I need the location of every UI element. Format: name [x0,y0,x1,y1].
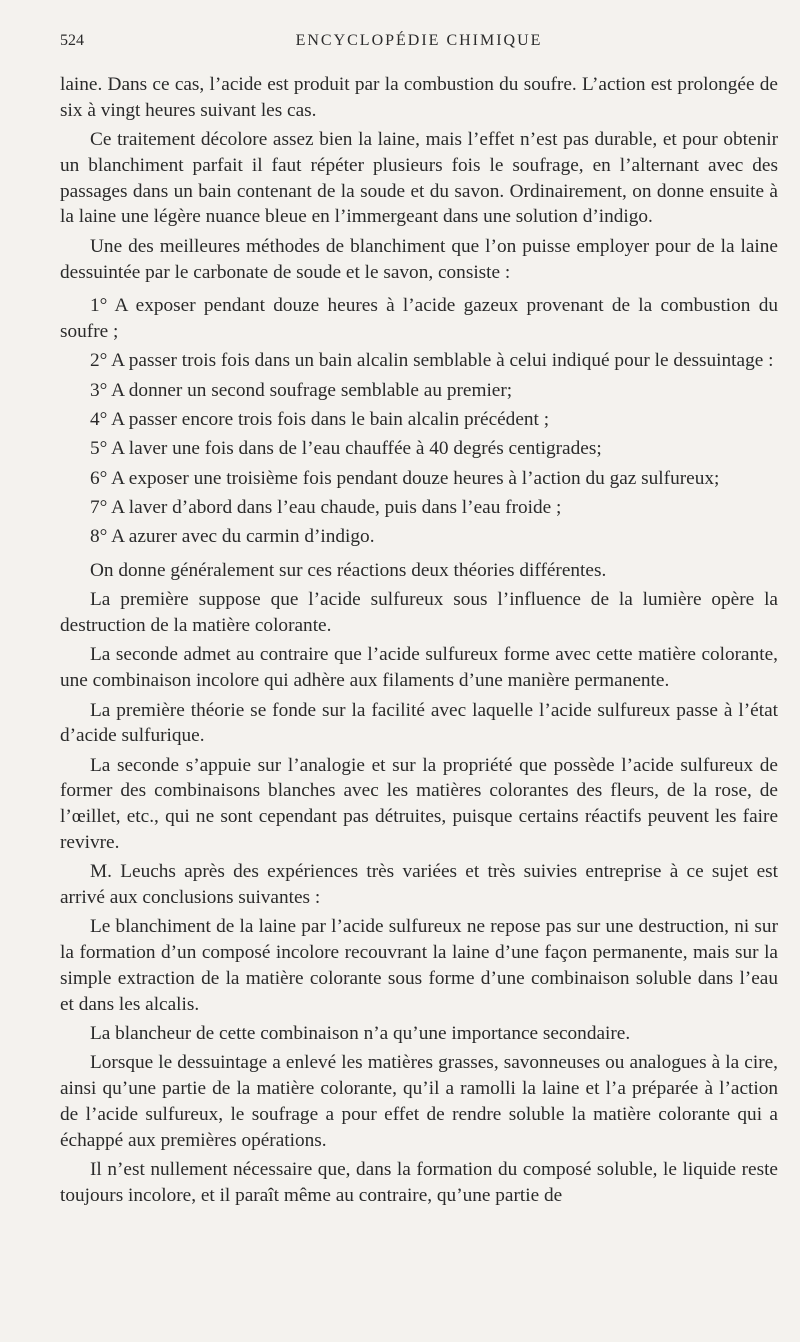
paragraph: La seconde s’appuie sur l’analogie et sur la propriété que possède l’acide sulfureux de former des combinaisons blanches avec les matières colorantes des fleurs, de la rose, de l’œillet, etc., qui ne sont cependant pas détruites, puisque certains réactifs peuvent les faire revivre. [60,754,778,854]
list-item: 8° A azurer avec du carmin d’indigo. [90,526,375,548]
paragraph: Il n’est nullement nécessaire que, dans la formation du composé soluble, le liquide reste toujours incolore, et il paraît même au contraire, qu’une partie de [60,1159,778,1206]
list-item: 7° A laver d’abord dans l’eau chaude, puis dans l’eau froide ; [90,496,562,518]
list-item: 4° A passer encore trois fois dans le bain alcalin précédent ; [90,409,550,431]
list-item: 3° A donner un second soufrage semblable au premier; [90,379,513,401]
list-item: 5° A laver une fois dans de l’eau chauffée à 40 degrés centigrades; [90,438,602,460]
page-number: 524 [60,32,84,49]
paragraph: La seconde admet au contraire que l’acide sulfureux forme avec cette matière colorante, une combinaison incolore qui adhère aux filaments d’une manière permanente. [60,644,778,692]
paragraph: La première théorie se fonde sur la facilité avec laquelle l’acide sulfureux passe à l’état d’acide sulfurique. [60,699,778,747]
running-title: ENCYCLOPÉDIE CHIMIQUE [295,32,543,49]
list-item: 2° A passer trois fois dans un bain alcalin semblable à celui indiqué pour le dessuintage : [90,350,774,372]
paragraph: On donne généralement sur ces réactions deux théories différentes. [90,560,607,582]
list-item: 1° A exposer pendant douze heures à l’acide gazeux provenant de la combustion du soufre ; [60,295,778,343]
paragraph: La première suppose que l’acide sulfureux sous l’influence de la lumière opère la destruction de la matière colorante. [60,589,778,637]
paragraph: Le blanchiment de la laine par l’acide sulfureux ne repose pas sur une destruction, ni sur la formation d’un composé incolore recouvrant la laine d’une façon permanente, mais sur la simple extraction de la matière colorante sous forme d’une combinaison soluble dans l’eau et dans les alcalis. [60,916,778,1015]
list-item: 6° A exposer une troisième fois pendant douze heures à l’action du gaz sulfureux; [90,467,720,489]
paragraph: Une des meilleures méthodes de blanchiment que l’on puisse employer pour de la laine dessuintée par le carbonate de soude et le savon, consiste : [60,235,778,283]
page-header [60,28,778,72]
paragraph-intro: laine. Dans ce cas, l’acide est produit par la combustion du soufre. L’action est prolongée de six à vingt heures suivant les cas. [60,74,778,121]
paragraph: La blancheur de cette combinaison n’a qu’une importance secondaire. [90,1023,631,1045]
body-text [60,72,778,1209]
paragraph: Lorsque le dessuintage a enlevé les matières grasses, savonneuses ou analogues à la cire, ainsi qu’une partie de la matière colorante, qu’il a ramolli la laine et l’a préparée à l’action de l’acide sulfureux, le soufrage a pour effet de rendre soluble la matière colorante qui a échappé aux premières opérations. [60,1052,778,1151]
paragraph: M. Leuchs après des expériences très variées et très suivies entreprise à ce sujet est arrivé aux conclusions suivantes : [60,861,778,909]
paragraph: Ce traitement décolore assez bien la laine, mais l’effet n’est pas durable, et pour obtenir un blanchiment parfait il faut répéter plusieurs fois le soufrage, en l’alternant avec des passages dans un bain contenant de la soude et du savon. Ordinairement, on donne ensuite à la laine une légère nuance bleue en l’immergeant dans une solution d’indigo. [60,129,778,228]
